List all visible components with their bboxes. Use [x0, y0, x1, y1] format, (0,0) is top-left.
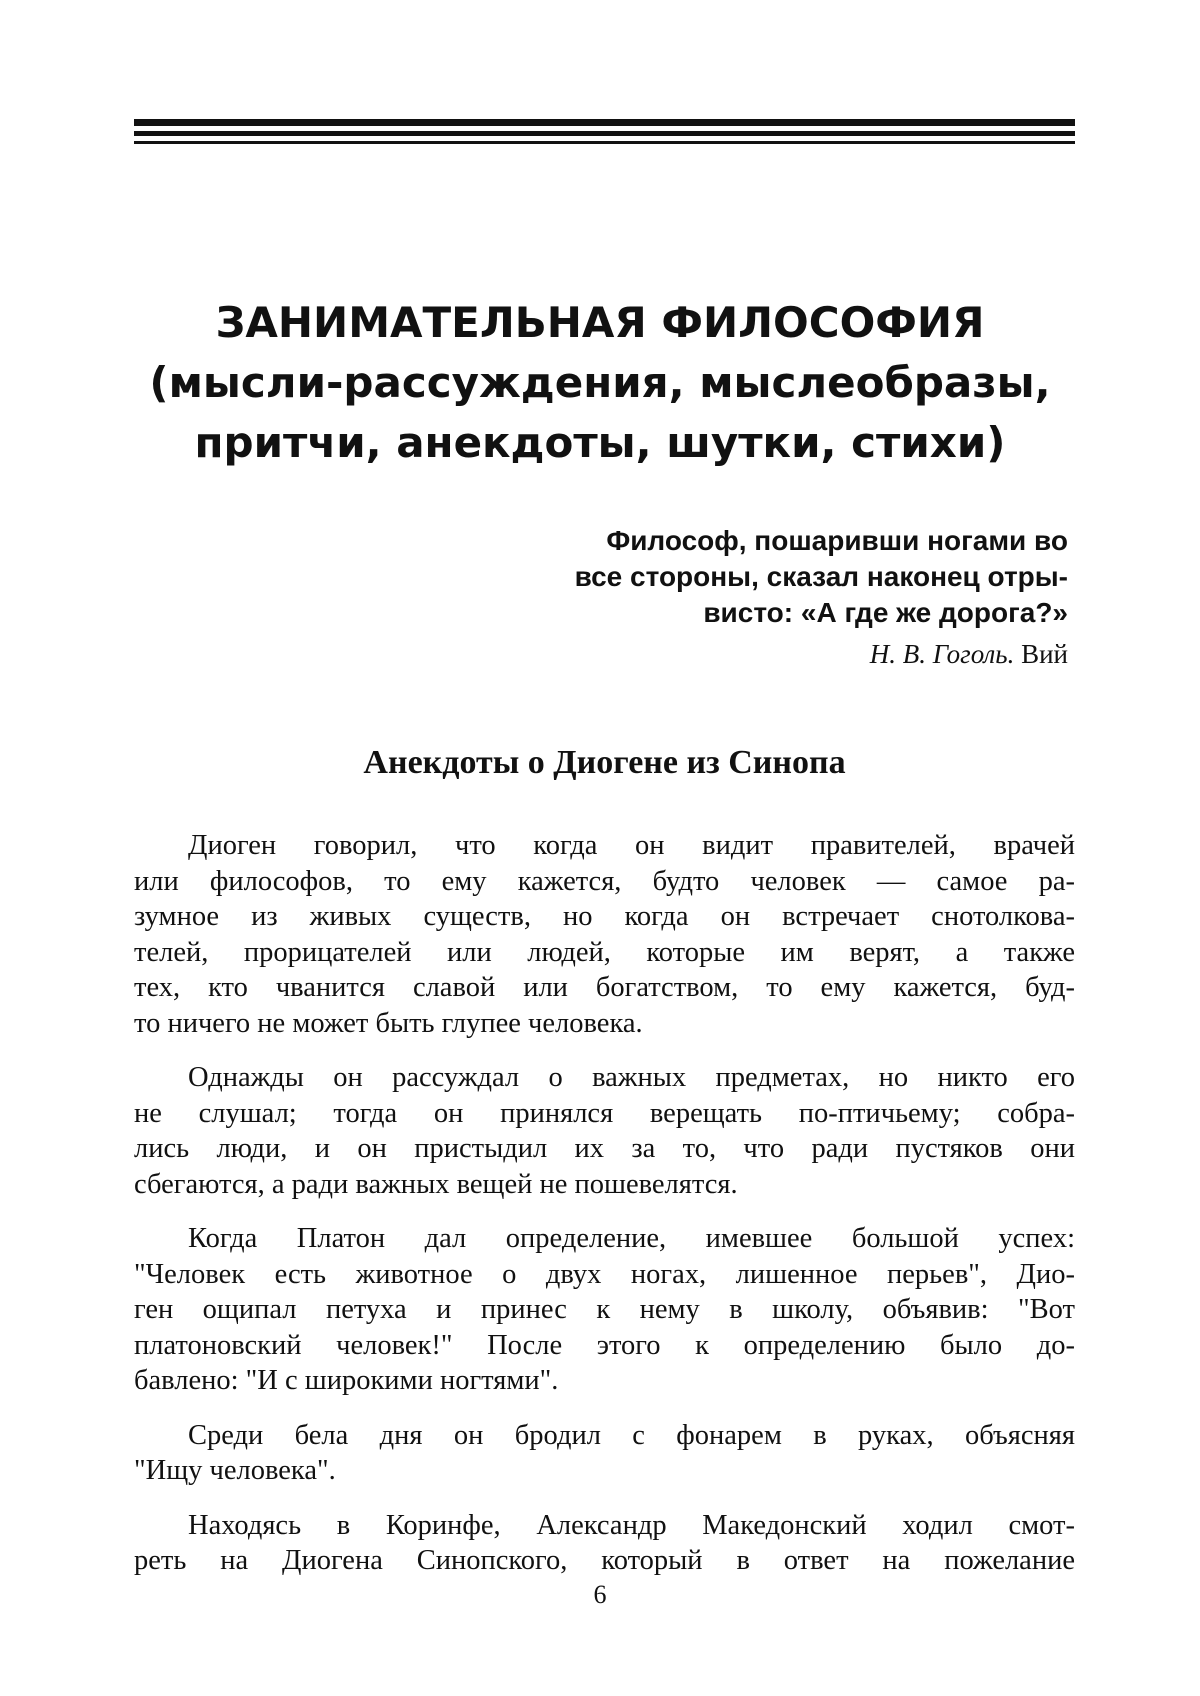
- epigraph-line: висто: «А где же дорога?»: [703, 597, 1068, 628]
- text-line: бавлено: "И с широкими ногтями".: [134, 1365, 559, 1396]
- text-line: "Человек есть животное о двух ногах, лишенное перьев", Дио-: [134, 1258, 1075, 1290]
- section-title: Анекдоты о Диогене из Синопа: [363, 744, 846, 781]
- body-text: [134, 828, 1075, 1598]
- page-number: 6: [593, 1580, 607, 1609]
- text-line: Когда Платон дал определение, имевшее большой успех:: [188, 1223, 1075, 1254]
- epigraph-line: Философ, пошаривши ногами во: [606, 525, 1068, 556]
- text-line: телей, прорицателей или людей, которые им верят, а также: [134, 936, 1075, 968]
- paragraph: [134, 1060, 1075, 1202]
- text-line: реть на Диогена Синопского, который в ответ на пожелание: [134, 1545, 1075, 1576]
- text-line: ген ощипал петуха и принес к нему в школу, объявив: "Вот: [134, 1294, 1075, 1325]
- rule-thin: [134, 141, 1075, 144]
- text-line: зумное из живых существ, но когда он встречает снотолкова-: [134, 901, 1075, 932]
- text-line: то ничего не может быть глупее человека.: [134, 1007, 643, 1039]
- text-line: не слушал; тогда он принялся верещать по-птичьему; собра-: [134, 1097, 1075, 1129]
- text-line: Однажды он рассуждал о важных предметах, но никто его: [188, 1062, 1075, 1093]
- paragraph: [134, 828, 1075, 1041]
- text-line: "Ищу человека".: [134, 1455, 336, 1486]
- rule-thick: [134, 119, 1075, 126]
- text-line: платоновский человек!" После этого к определению было до-: [134, 1329, 1075, 1361]
- epigraph-author: Н. В. Гоголь.: [869, 639, 1015, 669]
- epigraph-line: все стороны, сказал наконец отры-: [574, 561, 1068, 592]
- text-line: сбегаются, а ради важных вещей не пошевелятся.: [134, 1168, 738, 1200]
- epigraph-work: Вий: [1021, 639, 1068, 669]
- title-line: притчи, анекдоты, шутки, стихи): [194, 418, 1006, 467]
- text-line: Среди бела дня он бродил с фонарем в руках, объясняя: [188, 1419, 1075, 1451]
- text-line: тех, кто чванится славой или богатством, то ему кажется, буд-: [134, 972, 1075, 1003]
- paragraph: [134, 1508, 1075, 1579]
- decorative-rules: [134, 119, 1075, 144]
- epigraph-attribution: [470, 637, 1068, 671]
- text-line: или философов, то ему кажется, будто человек — самое ра-: [134, 865, 1075, 897]
- text-line: лись люди, и он пристыдил их за то, что ради пустяков они: [134, 1133, 1075, 1164]
- page-title: [90, 293, 1110, 473]
- text-line: Находясь в Коринфе, Александр Македонский ходил смот-: [188, 1509, 1075, 1541]
- title-line: (мысли-рассуждения, мыслеобразы,: [149, 358, 1051, 407]
- epigraph: [470, 523, 1068, 631]
- paragraph: [134, 1418, 1075, 1489]
- paragraph: [134, 1221, 1075, 1399]
- title-line: ЗАНИМАТЕЛЬНАЯ ФИЛОСОФИЯ: [215, 298, 985, 347]
- text-line: Диоген говорил, что когда он видит правителей, врачей: [188, 830, 1075, 861]
